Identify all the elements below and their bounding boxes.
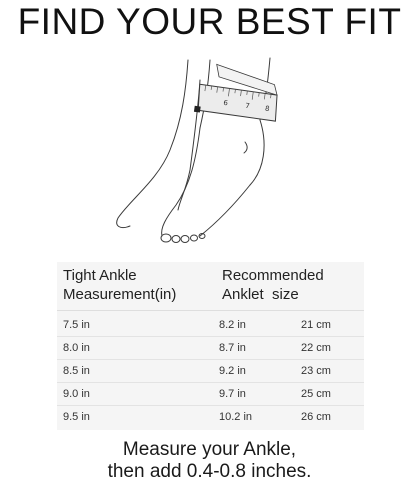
table-row xyxy=(57,360,364,383)
header-divider xyxy=(57,310,364,311)
anklet-inch-cell: 8.7 in xyxy=(219,342,246,354)
anklet-cm-cell: 22 cm xyxy=(301,342,331,354)
anklet-inch-cell: 10.2 in xyxy=(219,411,253,423)
column-header-recommended xyxy=(222,266,362,304)
anklet-inch-cell: 9.2 in xyxy=(219,365,246,377)
tape-mark-7: 7 xyxy=(244,101,251,111)
table-row xyxy=(57,314,364,337)
front-sole xyxy=(200,185,250,236)
table-body xyxy=(57,314,364,428)
instruction-text xyxy=(0,439,419,483)
page-title: FIND YOUR BEST FIT xyxy=(17,1,402,42)
table-row xyxy=(57,406,364,428)
toe-3 xyxy=(181,236,189,243)
size-chart-table xyxy=(57,262,364,430)
ankle-size-cell: 7.5 in xyxy=(63,319,90,331)
anklet-inch-cell: 9.7 in xyxy=(219,388,246,400)
header-line: Tight Ankle xyxy=(63,267,137,284)
table-row xyxy=(57,337,364,360)
table-row xyxy=(57,383,364,406)
anklet-cm-cell: 23 cm xyxy=(301,365,331,377)
toe-1 xyxy=(161,234,171,242)
tape-clip xyxy=(194,106,201,113)
header-line: Anklet size xyxy=(222,286,299,303)
anklet-cm-cell: 25 cm xyxy=(301,388,331,400)
ankle-size-cell: 8.0 in xyxy=(63,342,90,354)
toe-4 xyxy=(191,235,198,241)
ankle-size-cell: 8.5 in xyxy=(63,365,90,377)
ankle-bone xyxy=(244,142,247,153)
tape-mark-6: 6 xyxy=(222,98,229,108)
instruction-line: Measure your Ankle, xyxy=(122,439,297,460)
header-line: Recommended xyxy=(222,267,324,284)
column-header-ankle xyxy=(63,266,213,304)
back-leg-inner xyxy=(178,80,200,210)
instruction-line: then add 0.4-0.8 inches. xyxy=(107,461,312,482)
tape-mark-8: 8 xyxy=(264,104,271,114)
toe-2 xyxy=(172,236,180,243)
ankle-size-cell: 9.0 in xyxy=(63,388,90,400)
anklet-cm-cell: 21 cm xyxy=(301,319,331,331)
ankle-size-cell: 9.5 in xyxy=(63,411,90,423)
front-heel xyxy=(250,120,264,185)
front-instep xyxy=(162,128,200,236)
anklet-inch-cell: 8.2 in xyxy=(219,319,246,331)
ankle-measuring-illustration xyxy=(100,50,300,250)
anklet-cm-cell: 26 cm xyxy=(301,411,331,423)
header-line: Measurement(in) xyxy=(63,286,177,303)
